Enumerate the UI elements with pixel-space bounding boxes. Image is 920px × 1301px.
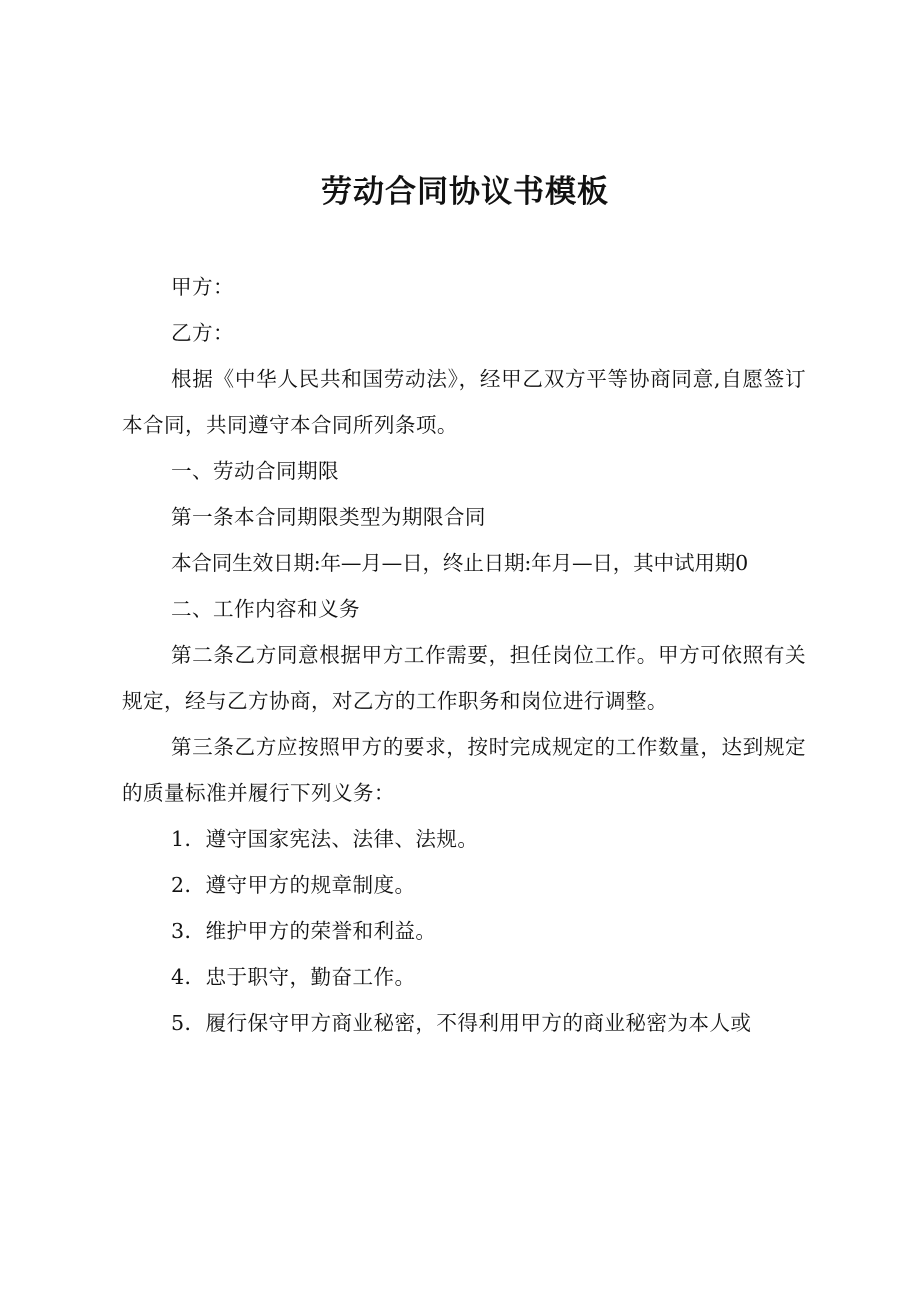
duty-item-2: 2．遵守甲方的规章制度。 [171, 873, 416, 897]
duty-item-3: 3．维护甲方的荣誉和利益。 [171, 919, 437, 943]
duty-item-5: 5．履行保守甲方商业秘密，不得利用甲方的商业秘密为本人或 [171, 1011, 752, 1035]
effective-dates-paragraph: 本合同生效日期:年—月—日，终止日期:年月—日，其中试用期0 [171, 551, 749, 575]
document-title: 劳动合同协议书模板 [321, 174, 609, 210]
article-3: 第三条乙方应按照甲方的要求，按时完成规定的工作数量，达到规定的质量标准并履行下列义务： [122, 735, 806, 805]
article-2: 第二条乙方同意根据甲方工作需要，担任岗位工作。甲方可依照有关规定，经与乙方协商，对乙方的工作职务和岗位进行调整。 [122, 643, 806, 713]
document-body [122, 264, 806, 1046]
duty-item-4: 4．忠于职守，勤奋工作。 [171, 965, 416, 989]
preamble-paragraph: 根据《中华人民共和国劳动法》，经甲乙双方平等协商同意,自愿签订本合同，共同遵守本合同所列条项。 [122, 367, 806, 437]
section-heading-1: 一、劳动合同期限 [171, 459, 339, 483]
section-heading-2: 二、工作内容和义务 [171, 597, 360, 621]
article-1: 第一条本合同期限类型为期限合同 [171, 505, 486, 529]
duty-item-1: 1．遵守国家宪法、法律、法规。 [171, 827, 479, 851]
party-b-line: 乙方： [171, 321, 234, 345]
party-a-line: 甲方： [171, 275, 234, 299]
